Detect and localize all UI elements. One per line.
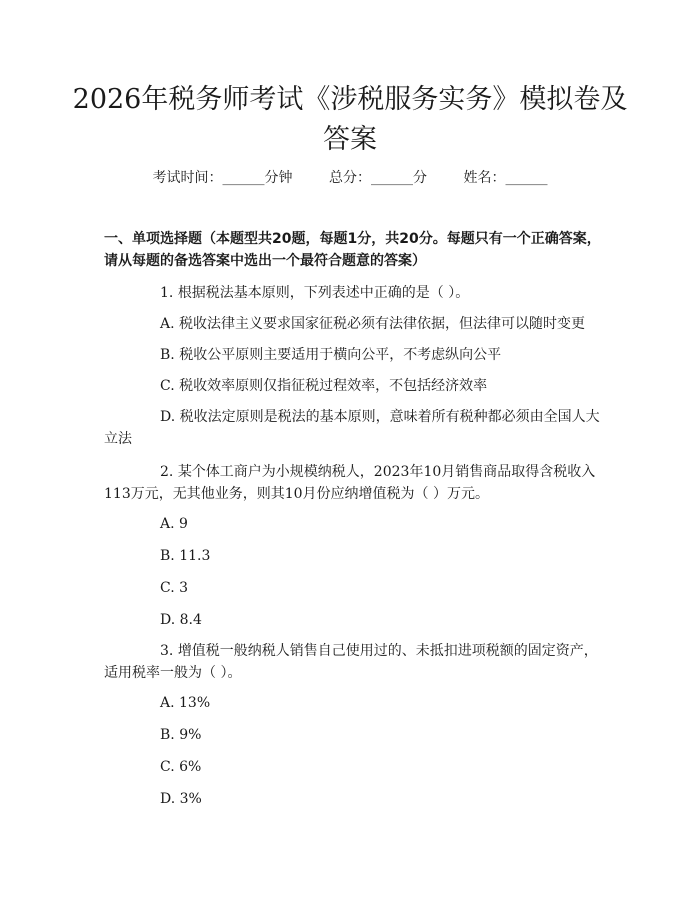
option-1b: B. 税收公平原则主要适用于横向公平，不考虑纵向公平: [160, 347, 502, 363]
option-3d: D. 3%: [160, 791, 202, 807]
exam-name: 姓名：______: [463, 170, 548, 186]
option-3a: A. 13%: [160, 695, 211, 711]
question-text: 某个体工商户为小规模纳税人，2023年10月销售商品取得含税收入113万元，无其他业务，则其10月份应纳增值税为（ ）万元。: [104, 464, 596, 502]
section-heading: 一、单项选择题（本题型共20题，每题1分，共20分。每题只有一个正确答案，请从每题的备选答案中选出一个最符合题意的答案）: [104, 231, 601, 269]
document-title: 2026年税务师考试《涉税服务实务》模拟卷及答案: [72, 84, 628, 155]
question-number: 3.: [160, 643, 174, 659]
option-1d: D. 税收法定原则是税法的基本原则，意味着所有税种都必须由全国人大立法: [104, 409, 600, 447]
question-3: [104, 640, 601, 684]
exam-score: 总分：______分: [329, 170, 427, 186]
exam-time: 考试时间：______分钟: [152, 170, 293, 186]
option-2c: C. 3: [160, 580, 189, 596]
option-3b: B. 9%: [160, 727, 202, 743]
question-number: 2.: [160, 464, 174, 480]
exam-meta: [0, 168, 700, 188]
option-2b: B. 11.3: [160, 548, 211, 564]
question-2: [104, 461, 601, 505]
question-number: 1.: [160, 285, 174, 301]
option-1a: A. 税收法律主义要求国家征税必须有法律依据，但法律可以随时变更: [160, 316, 586, 332]
option-2d: D. 8.4: [160, 612, 202, 628]
question-1: [104, 282, 601, 304]
option-3c: C. 6%: [160, 759, 202, 775]
option-2a: A. 9: [160, 516, 188, 532]
question-text: 增值税一般纳税人销售自己使用过的、未抵扣进项税额的固定资产，适用税率一般为（ ）。: [104, 643, 598, 681]
option-1c: C. 税收效率原则仅指征税过程效率，不包括经济效率: [160, 378, 488, 394]
question-text: 根据税法基本原则，下列表述中正确的是（ ）。: [177, 285, 470, 301]
